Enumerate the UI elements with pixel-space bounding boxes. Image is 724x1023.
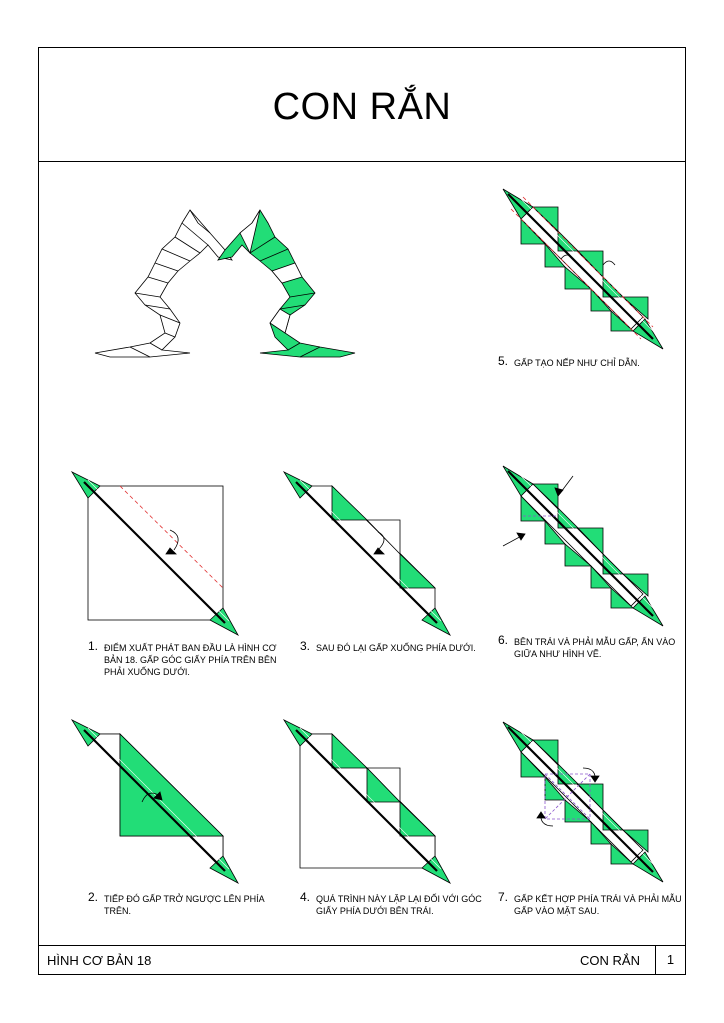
step-7-number: 7. bbox=[498, 890, 509, 904]
step-1-text: ĐIỂM XUẤT PHÁT BAN ĐẦU LÀ HÌNH CƠ BẢN 18. GẤP GÓC GIẤY PHÍA TRÊN BÊN PHẢI XUỐNG DƯỚI. bbox=[104, 643, 277, 677]
diagram-step-3 bbox=[282, 470, 457, 640]
diagram-step-1 bbox=[70, 470, 245, 640]
step-4-number: 4. bbox=[300, 890, 311, 904]
diagram-step-4 bbox=[282, 718, 457, 888]
step-2-number: 2. bbox=[88, 890, 99, 904]
diagram-step-7 bbox=[495, 718, 670, 888]
page-title: CON RẮN bbox=[272, 86, 452, 128]
step-1-number: 1. bbox=[88, 639, 99, 653]
step-6-number: 6. bbox=[498, 633, 509, 647]
step-3-number: 3. bbox=[300, 639, 311, 653]
step-5-text: GẤP TẠO NẾP NHƯ CHỈ DẪN. bbox=[514, 358, 640, 368]
page-number: 1 bbox=[655, 946, 685, 974]
diagram-step-6 bbox=[495, 462, 670, 632]
step-5-number: 5. bbox=[498, 354, 509, 368]
step-3-text: SAU ĐÓ LẠI GẤP XUỐNG PHÍA DƯỚI. bbox=[316, 643, 476, 653]
snake-outline-white bbox=[95, 210, 232, 357]
step-2-text: TIẾP ĐÓ GẤP TRỞ NGƯỢC LÊN PHÍA TRÊN. bbox=[104, 894, 265, 916]
diagram-step-5 bbox=[495, 185, 670, 355]
snake-outline-green bbox=[218, 210, 355, 357]
step-6-text: BÊN TRÁI VÀ PHẢI MẪU GẤP, ẤN VÀO GIỮA NHƯ HÌNH VẼ. bbox=[514, 637, 676, 659]
title-box bbox=[39, 48, 685, 162]
diagram-step-2 bbox=[70, 718, 245, 888]
step-7-text: GẤP KẾT HỢP PHÍA TRÁI VÀ PHẢI MẪU GẤP VÀO MẶT SAU. bbox=[514, 894, 682, 916]
footer bbox=[39, 945, 685, 974]
step-4-text: QUÁ TRÌNH NÀY LẶP LẠI ĐỐI VỚI GÓC GIẤY PHÍA DƯỚI BÊN TRÁI. bbox=[316, 894, 482, 916]
finished-snake-illustration bbox=[90, 205, 360, 370]
footer-base-name: HÌNH CƠ BẢN 18 bbox=[47, 953, 152, 968]
footer-model-name: CON RẮN bbox=[580, 953, 640, 968]
